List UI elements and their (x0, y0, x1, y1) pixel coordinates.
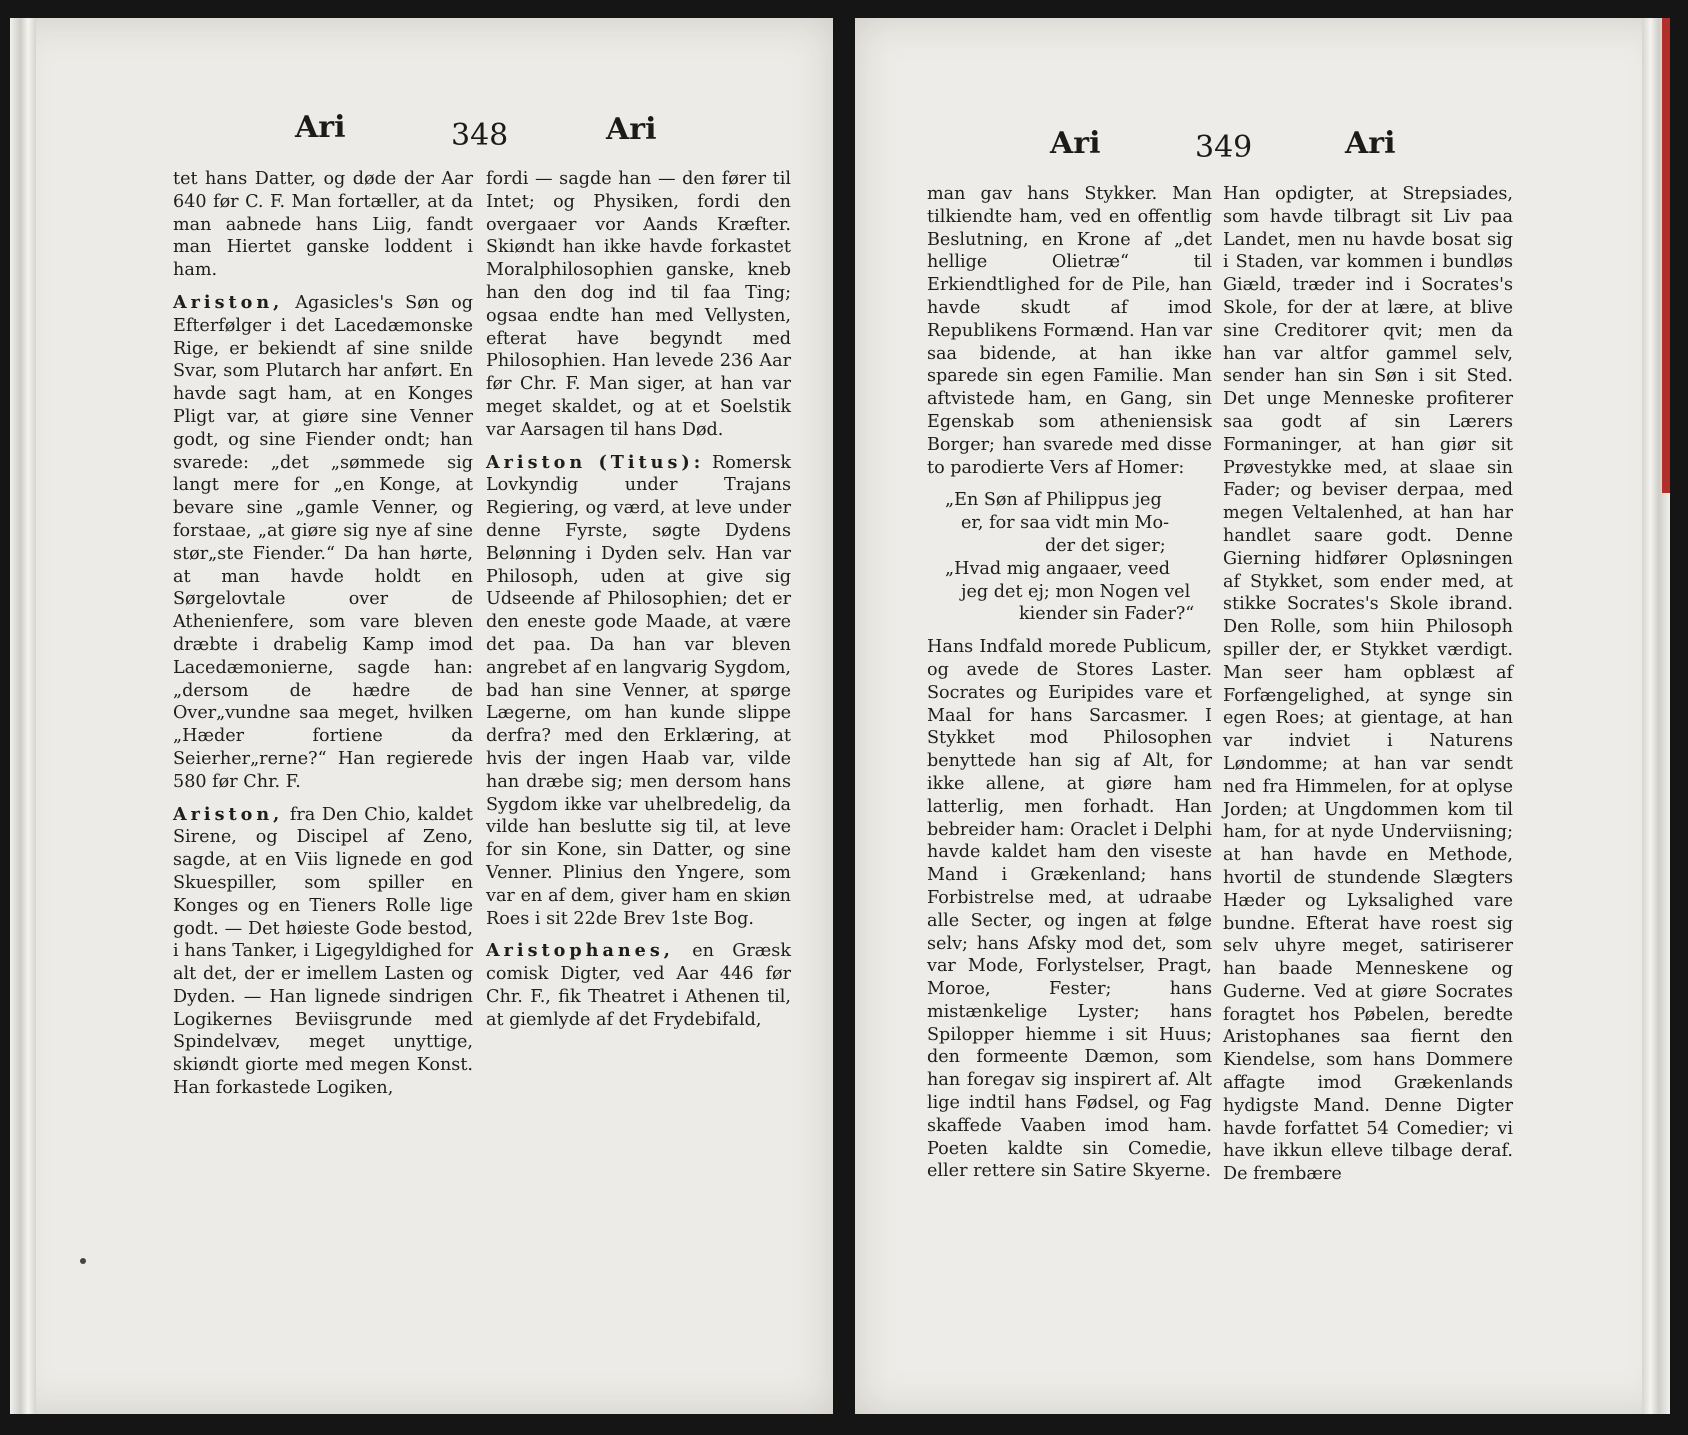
left-page (10, 18, 833, 1414)
paragraph: Han opdigter, at Strepsiades, som havde tilbragt sit Liv paa Landet, men nu havde bosat sig i Staden, var kommen i bundløs Giæld, træder ind i Socrates's Skole, for der at lære, at blive sine Creditorer qvit; men da han var altfor gammel selv, sender han sin Søn i sit Sted. Det unge Menneske profiterer saa godt af sin Lærers Formaninger, at han giør sit Prøvestykke med, at slaae sin Fader; og beviser derpaa, med megen Veltalenhed, at han har handlet saare godt. Denne Gierning hidfører Opløsningen af Stykket, som ender med, at stikke Socrates's Skole ibrand. Den Rolle, som hiin Philosoph spiller der, er Stykket værdigt. Man seer ham opblæst af Forfængelighed, at synge sin egen Roes; at gientage, at han var indviet i Naturens Løndomme; at han var sendt ned fra Himmelen, for at oplyse Jorden; at Ungdommen kom til ham, for at nyde Underviisning; at han havde en Methode, hvortil de stundende Slægters Hæder og Lyksalighed vare bundne. Efterat have roest sig selv uhyre meget, satiriserer han baade Menneskene og Guderne. Ved at giøre Socrates foragtet hos Pøbelen, beredte Aristophanes saa fiernt den Kiendelse, som hans Dommere affagte imod Grækenlands hydigste Mand. Denne Digter havde forfattet 54 Comedier; vi have ikkun elleve tilbage deraf. De frembære (1223, 184, 1513, 1185)
ink-fleck (80, 1258, 86, 1264)
verse-line: „Hvad mig angaaer, veed (945, 558, 1171, 579)
page-number: 349 (1195, 130, 1253, 165)
left-column (927, 183, 1212, 1193)
entry-ariston-titus: Ariston (Titus): Romersk Lovkyndig under Trajans Regiering, og værd, at leve under denne Fyrste, søgte Dydens Belønning i Dyden selv. Han var Philosoph, uden at give sig Udseende af Philosophien; det er den eneste gode Maade, at være det paa. Da han var bleven angrebet af en langvarig Sygdom, bad han sine Venner, at spørge Lægerne, om han kunde slippe derfra? med den Erklæring, at hvis der ingen Haab var, vilde han dræbe sig; men dersom hans Sygdom ikke var uhelbredelig, da vilde han beslutte sig til, at leve for sin Kone, sin Datter, og sine Venner. Plinius den Yngere, som var en af dem, giver ham en skiøn Roes i sit 22de Brev 1ste Bog. (486, 451, 791, 929)
right-column (486, 168, 791, 1041)
entry-ariston-chio: Ariston, fra Den Chio, kaldet Sirene, og Discipel af Zeno, sagde, at en Viis lignede en god Skuespiller, som spiller en Konges og en Tieners Rolle lige godt. — Det høieste Gode bestod, i hans Tanker, i Ligegyldighed for alt det, der er imellem Lasten og Dyden. — Han lignede sindrigen Logikernes Beviisgrunde med Spindelvæv, meget unyttige, skiøndt giorte med megen Konst. Han forkastede Logiken, (173, 803, 473, 1099)
entry-heading: Ariston, (173, 291, 284, 313)
running-head-right: Ari (1345, 126, 1396, 161)
running-head-right: Ari (606, 112, 657, 147)
entry-aristophanes: Aristophanes, en Græsk comisk Digter, ved Aar 446 før Chr. F., fik Theatret i Athenen til, at giemlyde af det Frydebifald, (486, 940, 791, 1030)
binding-edge (1662, 18, 1670, 493)
entry-ariston: Ariston, Agasicles's Søn og Efterfølger i det Lacedæmonske Rige, er bekiendt af sine snilde Svar, som Plutarch har anført. En havde sagt ham, at en Konges Pligt var, at giøre sine Venner godt, og sine Fiender ondt; han svarede: „det „sømmede sig langt mere for „en Konge, at bevare sine „gamle Venner, og forstaae, „at giøre sig nye af sine stør„ste Fiender.“ Da han hørte, at man havde holdt en Sørgelovtale over de Athenienfere, som vare bleven dræbte i drabelig Kamp imod Lacedæmonierne, sagde han: „dersom de hædre de Over„vundne saa meget, hvilken „Hæder fortiene da Seierher„rerne?“ Han regierede 580 før Chr. F. (173, 291, 473, 792)
verse-line: jeg det ej; mon Nogen vel (961, 581, 1191, 602)
right-page (855, 18, 1670, 1414)
verse-line: „En Søn af Philippus jeg (945, 490, 1162, 511)
running-head-left: Ari (1050, 126, 1101, 161)
left-column (173, 168, 473, 1110)
verse-line: kiender sin Fader?“ (1019, 604, 1195, 625)
verse-quote (945, 489, 1212, 626)
entry-heading: Ariston, (173, 803, 284, 825)
paragraph: Hans Indfald morede Publicum, og avede de Stores Laster. Socrates og Euripides vare et Maal for hans Sarcasmer. I Stykket mod Philosophen benyttede han sig af Alt, for ikke allene, at giøre ham latterlig, men forhadt. Han bebreider ham: Oraclet i Delphi havde kaldet ham den viseste Mand i Grækenland; hans Forbistrelse med, at udraabe alle Secter, og ingen at følge selv; hans Afsky mod det, som var Mode, Forlystelser, Pragt, Moroe, Fester; hans mistænkelige Lyster; hans Spilopper hiemme i sit Huus; den formeente Dæmon, som han foregav sig inspirert af. Alt lige indtil hans Fødsel, og Fag skaffede Vaaben imod ham. Poeten kaldte sin Comedie, eller rettere sin Satire Skyerne. (927, 637, 1212, 1182)
verse-line: der det siger; (1045, 535, 1166, 556)
entry-heading: Ariston (Titus): (486, 451, 705, 473)
page-edge (10, 18, 36, 1414)
verse-line: er, for saa vidt min Mo- (961, 513, 1170, 534)
right-column (1223, 183, 1513, 1196)
running-head-left: Ari (295, 110, 346, 145)
page-number: 348 (451, 118, 509, 153)
paragraph: man gav hans Stykker. Man tilkiendte ham, ved en offentlig Beslutning, en Krone af „det hellige Olietræ“ til Erkiendtlighed for de Pile, han havde skudt af imod Republikens Formænd. Han var saa bidende, at han ikke sparede sin egen Familie. Man aftvistede ham, en Gang, sin Egenskab som atheniensisk Borger; han svarede med disse to parodierte Vers af Homer: (927, 184, 1212, 478)
entry-heading: Aristophanes, (486, 940, 674, 962)
paragraph: fordi — sagde han — den fører til Intet; og Physiken, fordi den overgaaer vor Aands Kræfter. Skiøndt han ikke havde forkastet Moralphilosophien ganske, kneb han den dog ind til faa Ting; ogsaa endte han med Vellysten, efterat have begyndt med Philosophien. Han levede 236 Aar før Chr. F. Man siger, at han var meget skaldet, og at et Soelstik var Aarsagen til hans Død. (486, 169, 791, 440)
paragraph: tet hans Datter, og døde der Aar 640 før C. F. Man fortæller, at da man aabnede hans Liig, fandt man Hiertet ganske loddent i ham. (173, 169, 473, 281)
